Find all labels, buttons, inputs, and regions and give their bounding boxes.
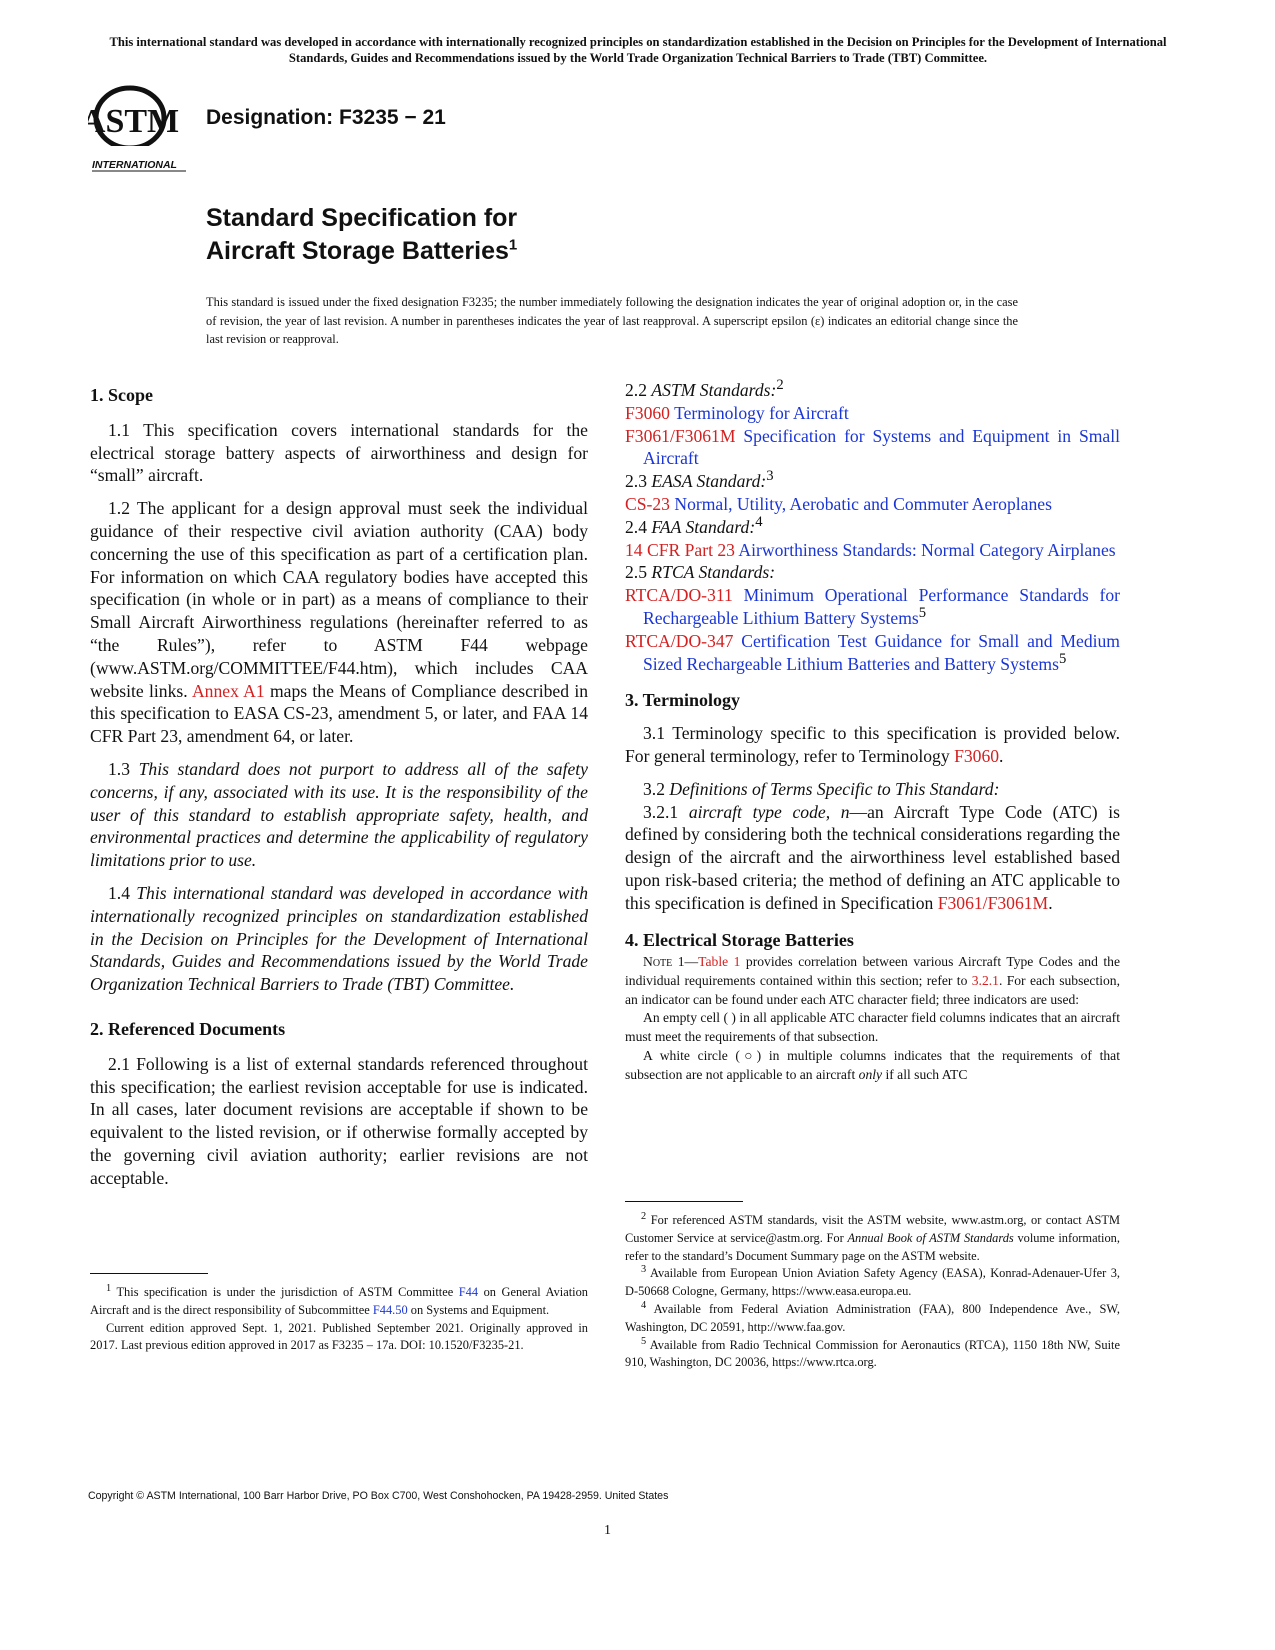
note-1: Note 1—Table 1 provides correlation between various Aircraft Type Codes and the individual requirements contained within this section; refer to 3.2.1. For each subsection, an indicator can be found under each ATC character field; three indicators are used: — [625, 954, 1120, 1007]
para-3-1: 3.1 Terminology specific to this specification is provided below. For general terminology, refer to Terminology F3060. — [625, 723, 1120, 766]
ref-item[interactable] — [625, 493, 1120, 516]
para-1-2: 1.2 The applicant for a design approval must seek the individual guidance of their respective civil aviation authority (CAA) body concerning the use of this specification as part of a certification plan. For information on which CAA regulatory bodies have accepted this specification (in whole or in part) as a means of compliance to their Small Aircraft Airworthiness regulations (hereinafter referred to as “the Rules”), refer to ASTM F44 webpage (www.ASTM.org/COMMITTEE/F44.htm), which includes CAA website links. Annex A1 maps the Means of Compliance described in this specification to EASA CS-23, amendment 5, or later, and FAA 14 CFR Part 23, amendment 64, or later. — [90, 498, 588, 747]
ref-3-2-1-link[interactable]: 3.2.1 — [971, 973, 999, 989]
para-3-2: 3.2 Definitions of Terms Specific to This Standard: — [643, 778, 1000, 799]
footnote-5: $^5$ Available from Radio Technical Commission for Aeronautics (RTCA), 1150 18th NW, Suite 910, Washington, DC 20036, https://www.rtca.org. — [625, 1335, 1120, 1370]
terminology-heading: 3. Terminology — [625, 690, 741, 711]
astm-logo — [88, 82, 200, 174]
ref-item[interactable]: RTCA/DO-311 Minimum Operational Performance Standards for Rechargeable Lithium Battery Systems$^5$ — [625, 585, 1120, 628]
ref-title-link[interactable]: Terminology for Aircraft — [674, 402, 849, 423]
f44-link[interactable]: F44 — [458, 1285, 479, 1299]
footnote-1: $^1$ This specification is under the jurisdiction of ASTM Committee F44 on General Aviation Aircraft and is the direct responsibility of Subcommittee F44.50 on Systems and Equipment. — [90, 1282, 588, 1317]
left-footnotes — [90, 1284, 588, 1355]
ref-group-heading: 2.3 EASA Standard:$^3$ — [625, 468, 774, 492]
note-empty-cell: An empty cell ( ) in all applicable ATC character field columns indicates that an aircraft must meet the requirements of that subsection. — [625, 1010, 1120, 1045]
copyright: Copyright © ASTM International, 100 Barr Harbor Drive, PO Box C700, West Conshohocken, PA 19428-2959. United States — [88, 1490, 669, 1502]
note-white-circle: A white circle (○) in multiple columns indicates that the requirements of that subsection are not applicable to an aircraft only if all such ATC — [625, 1047, 1120, 1082]
para-1-3: 1.3 This standard does not purport to address all of the safety concerns, if any, associated with its use. It is the responsibility of the user of this standard to establish appropriate safety, health, and environmental practices and determine the applicability of regulatory limitations prior to use. — [90, 758, 588, 871]
title-line2: Aircraft Storage Batteries — [206, 237, 509, 265]
referenced-standards-list — [625, 379, 1120, 675]
ref-code-link[interactable]: CS-23 — [625, 493, 670, 514]
ref-item[interactable] — [625, 539, 1120, 562]
designation: Designation: F3235 − 21 — [206, 106, 446, 129]
ref-group-heading: 2.2 ASTM Standards:$^2$ — [625, 377, 784, 400]
issued-note: This standard is issued under the fixed designation F3235; the number immediately following the designation indicates the year of original adoption or, in the case of revision, the year of last revision. A number in parentheses indicates the year of last reapproval. A superscript epsilon (ε) indicates an editorial change since the last revision or reapproval. — [206, 295, 1018, 346]
annex-a1-link[interactable]: Annex A1 — [191, 680, 265, 701]
page-number: 1 — [604, 1523, 611, 1538]
ref-code-link[interactable]: F3060 — [625, 402, 670, 423]
ref-title-link[interactable]: Normal, Utility, Aerobatic and Commuter Aeroplanes — [674, 493, 1052, 514]
ref-title-link[interactable]: Specification for Systems and Equipment in Small Aircraft — [643, 425, 1121, 469]
footnote-3: $^3$ Available from European Union Aviation Safety Agency (EASA), Konrad-Adenauer-Ufer 3, D-50668 Cologne, Germany, https://www.easa.europa.eu. — [625, 1264, 1120, 1299]
footnote-4: $^4$ Available from Federal Aviation Administration (FAA), 800 Independence Ave., SW, Washington, DC 20591, http://www.faa.gov. — [625, 1299, 1121, 1334]
ref-code-link[interactable]: 14 CFR Part 23 — [625, 539, 735, 560]
logo-letters: ASTM — [88, 103, 180, 140]
ref-code-link[interactable]: RTCA/DO-311 — [625, 585, 733, 606]
f3061-link[interactable]: F3061/F3061M — [937, 892, 1049, 913]
logo-caption: INTERNATIONAL — [92, 159, 177, 171]
ref-item[interactable]: RTCA/DO-347 Certification Test Guidance for Small and Medium Sized Rechargeable Lithium Batteries and Battery Systems$^5$ — [625, 630, 1120, 674]
ref-code-link[interactable]: RTCA/DO-347 — [625, 630, 734, 651]
left-footnote-rule — [90, 1273, 208, 1274]
ref-code-link[interactable]: F3061/F3061M — [625, 425, 736, 446]
para-2-1: 2.1 Following is a list of external standards referenced throughout this specification; the earliest revision acceptable for use is indicated. In all cases, later document revisions are acceptable if shown to be equivalent to the listed revision, or if otherwise formally accepted by the governing civil aviation authority; earlier revisions are not acceptable. — [90, 1053, 588, 1188]
referenced-heading: 2. Referenced Documents — [90, 1018, 286, 1039]
left-column — [90, 384, 588, 1196]
ref-title-link[interactable]: Airworthiness Standards: Normal Category Airplanes — [738, 539, 1116, 560]
title-footnote-mark[interactable]: 1 — [508, 236, 518, 254]
footnote-2: $^2$ For referenced ASTM standards, visit the ASTM website, www.astm.org, or contact ASTM Customer Service at service@astm.org. For Annual Book of ASTM Standards volume information, refer to the standard’s Document Summary page on the ASTM website. — [625, 1210, 1120, 1263]
ref-title-link[interactable]: Certification Test Guidance for Small and Medium Sized Rechargeable Lithium Batteries and Battery Systems — [643, 630, 1120, 674]
top-notice: This international standard was developed in accordance with internationally recognized principles on standardization established in the Decision on Principles for the Development of International Standards, Guides and Recommendations issued by the World Trade Organization Technical Barriers to Trade (TBT) Committee. — [109, 35, 1167, 65]
ref-group-heading: 2.5 RTCA Standards: — [625, 562, 776, 583]
title-line1: Standard Specification for — [206, 204, 518, 232]
ref-item[interactable] — [625, 402, 1120, 425]
ref-group-heading: 2.4 FAA Standard:$^4$ — [625, 513, 763, 537]
ref-item[interactable] — [625, 425, 1120, 471]
scope-heading: 1. Scope — [90, 385, 153, 405]
para-1-4: 1.4 This international standard was developed in accordance with internationally recognized principles on standardization established in the Decision on Principles for the Development of International Standards, Guides and Recommendations issued by the World Trade Organization Technical Barriers to Trade (TBT) Committee. — [90, 882, 588, 995]
ref-title-link[interactable]: Minimum Operational Performance Standards for Rechargeable Lithium Battery Systems — [643, 585, 1120, 628]
right-footnotes — [625, 1212, 1120, 1372]
batteries-heading: 4. Electrical Storage Batteries — [625, 929, 854, 950]
f44-50-link[interactable]: F44.50 — [372, 1302, 408, 1317]
para-3-2-1: 3.2.1 aircraft type code, n—an Aircraft Type Code (ATC) is defined by considering both the technical considerations regarding the design of the aircraft and the airworthiness level established based upon risk-based criteria; the method of defining an ATC applicable to this specification is defined in Specification F3061/F3061M. — [625, 801, 1121, 913]
document-title — [206, 202, 517, 268]
f3060-link[interactable]: F3060 — [954, 745, 1000, 766]
table-1-link[interactable]: Table 1 — [698, 954, 741, 970]
right-footnote-rule — [625, 1201, 743, 1202]
footnote-1-edition: Current edition approved Sept. 1, 2021. Published September 2021. Originally approved in 2017. Last previous edition approved in 2017 as F3235 – 17a. DOI: 10.1520/F3235-21. — [90, 1320, 588, 1353]
right-column — [625, 379, 1120, 1084]
para-1-1: 1.1 This specification covers international standards for the electrical storage battery aspects of airworthiness and design for “small” aircraft. — [90, 419, 588, 486]
